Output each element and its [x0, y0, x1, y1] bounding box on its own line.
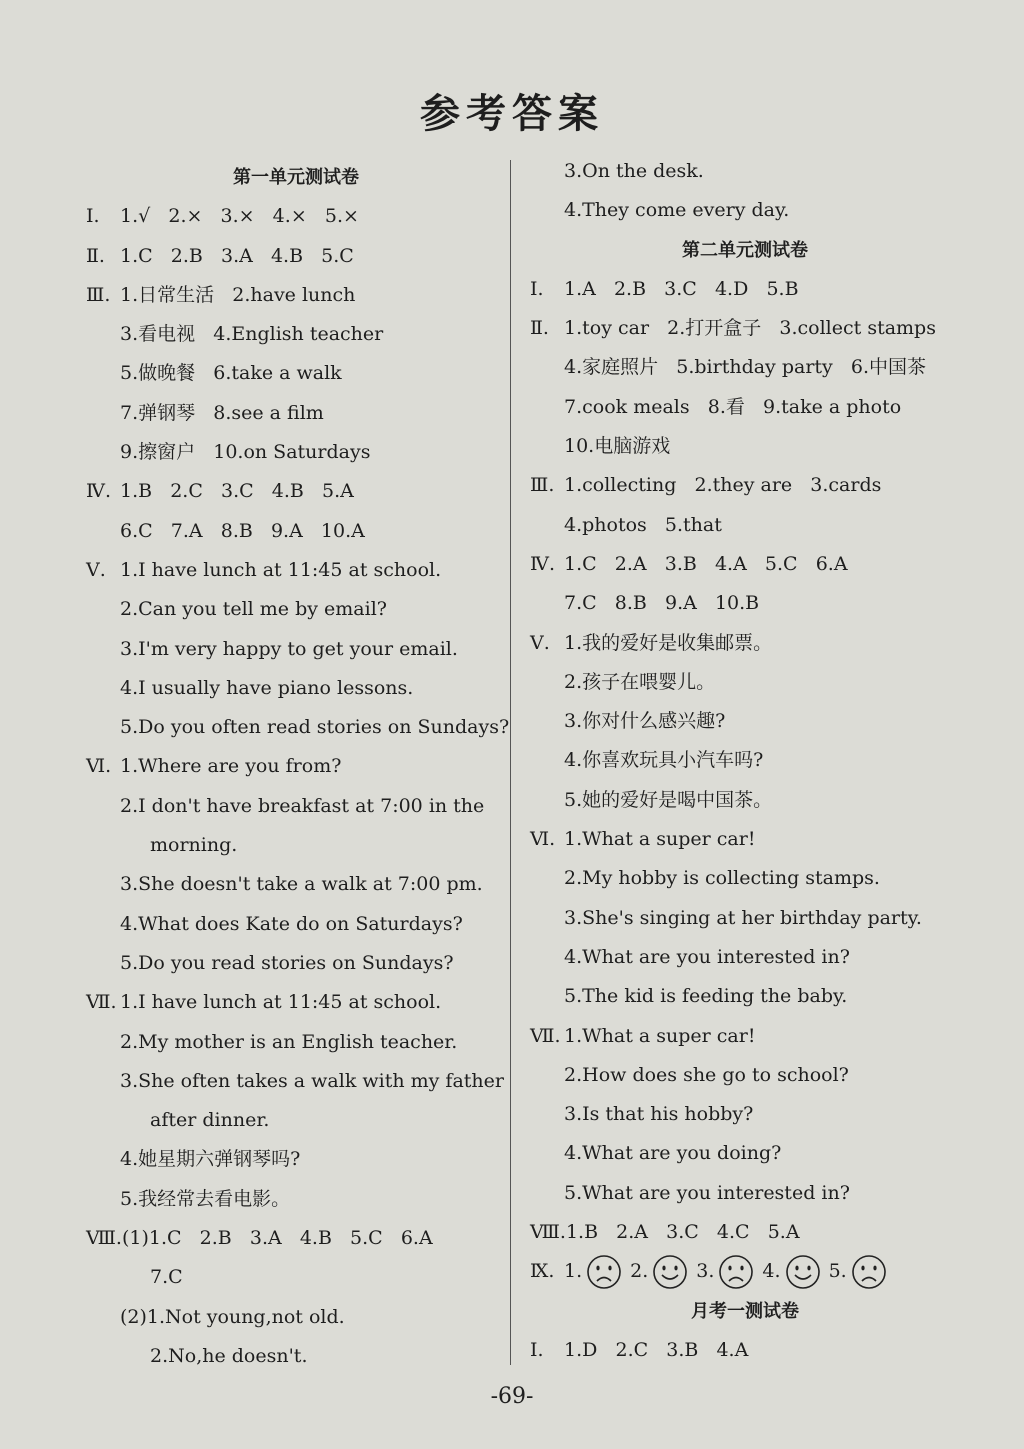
answer-line — [86, 983, 506, 1022]
section-number: Ⅲ. — [86, 283, 111, 306]
answer-text: 2.My hobby is collecting stamps. — [564, 867, 880, 890]
answer-line — [86, 197, 506, 236]
answer-line — [86, 1180, 506, 1219]
answer-text: 2.Can you tell me by email? — [120, 598, 387, 621]
answer-line — [86, 237, 506, 276]
answer-text: 5.What are you interested in? — [564, 1181, 850, 1204]
answer-line — [530, 270, 960, 309]
answer-line — [530, 820, 960, 859]
section-number: Ⅰ. — [530, 1338, 544, 1361]
answer-text: 5.她的爱好是喝中国茶。 — [564, 788, 773, 811]
answer-text: 1.collecting 2.they are 3.cards — [564, 474, 882, 497]
face-number: 1. — [564, 1260, 583, 1283]
answer-line — [530, 1095, 960, 1134]
answer-line — [86, 826, 506, 865]
section-number: Ⅷ. — [530, 1221, 566, 1244]
faces-answer-row — [530, 1252, 960, 1291]
face-number: 5. — [828, 1260, 847, 1283]
section-number: Ⅳ. — [530, 552, 556, 575]
answer-text: 3.She's singing at her birthday party. — [564, 906, 922, 929]
answer-text: (1)1.C 2.B 3.A 4.B 5.C 6.A — [121, 1227, 433, 1250]
answer-text: 1.B 2.C 3.C 4.B 5.A — [120, 480, 354, 503]
answer-text: 5.Do you often read stories on Sundays? — [120, 716, 510, 739]
section-number: Ⅷ. — [86, 1227, 122, 1250]
answer-line — [86, 1298, 506, 1337]
answer-text: 1.I have lunch at 11:45 at school. — [120, 991, 442, 1014]
answer-text: 1.What a super car! — [564, 1024, 756, 1047]
answer-text: 1.C 2.B 3.A 4.B 5.C — [120, 244, 354, 267]
answer-text: 7.cook meals 8.看 9.take a photo — [564, 395, 902, 418]
answer-line — [530, 1213, 960, 1252]
answer-text: 4.她星期六弹钢琴吗? — [120, 1148, 301, 1171]
section-number: Ⅱ. — [530, 317, 549, 340]
answer-text: after dinner. — [150, 1109, 270, 1132]
answer-line — [86, 472, 506, 511]
answer-text: 1.√ 2.× 3.× 4.× 5.× — [120, 205, 359, 228]
answer-text: 2.孩子在喂婴儿。 — [564, 670, 716, 693]
answer-text: 5.The kid is feeding the baby. — [564, 985, 848, 1008]
sad-face-icon — [586, 1254, 622, 1290]
answer-text: 4.家庭照片 5.birthday party 6.中国茶 — [564, 356, 927, 379]
answer-text: 3.Is that his hobby? — [564, 1103, 754, 1126]
answer-line — [86, 354, 506, 393]
section-number: Ⅵ. — [530, 828, 556, 851]
answer-text: 1.我的爱好是收集邮票。 — [564, 631, 773, 654]
answer-line — [86, 551, 506, 590]
section-number: Ⅴ. — [86, 558, 106, 581]
answer-text: 4.What are you doing? — [564, 1142, 782, 1165]
answer-text: 3.I'm very happy to get your email. — [120, 637, 458, 660]
answer-line — [530, 348, 960, 387]
answer-line — [530, 191, 960, 230]
answer-line — [86, 1219, 506, 1258]
answer-text: 2.I don't have breakfast at 7:00 in the — [120, 794, 485, 817]
answer-line — [86, 590, 506, 629]
face-answer — [762, 1252, 820, 1291]
answer-line — [530, 741, 960, 780]
answer-line — [530, 309, 960, 348]
face-number: 2. — [630, 1260, 649, 1283]
answer-line — [86, 315, 506, 354]
answer-text: 1.What a super car! — [564, 828, 756, 851]
answer-line — [530, 859, 960, 898]
answer-line — [86, 865, 506, 904]
answer-line — [86, 1337, 506, 1376]
answer-text: 3.She doesn't take a walk at 7:00 pm. — [120, 873, 483, 896]
answer-text: 5.我经常去看电影。 — [120, 1187, 291, 1210]
section-heading: 月考一测试卷 — [691, 1300, 799, 1322]
answer-text: 1.I have lunch at 11:45 at school. — [120, 558, 442, 581]
answer-line — [86, 669, 506, 708]
answer-text: (2)1.Not young,not old. — [120, 1305, 345, 1328]
answer-line — [86, 787, 506, 826]
answer-line — [86, 433, 506, 472]
section-number: Ⅱ. — [86, 244, 105, 267]
right-column — [530, 152, 960, 1370]
sad-face-icon — [851, 1254, 887, 1290]
answer-text: 3.你对什么感兴趣? — [564, 710, 726, 733]
answer-text: 2.How does she go to school? — [564, 1063, 849, 1086]
section-number: Ⅴ. — [530, 631, 550, 654]
answer-text: 4.I usually have piano lessons. — [120, 676, 414, 699]
answer-line — [86, 905, 506, 944]
answer-line — [530, 1174, 960, 1213]
section-number: Ⅳ. — [86, 480, 112, 503]
face-number: 3. — [696, 1260, 715, 1283]
face-number: 4. — [762, 1260, 781, 1283]
answer-text: 4.你喜欢玩具小汽车吗? — [564, 749, 764, 772]
answer-line — [86, 1062, 506, 1101]
left-column — [86, 158, 510, 1376]
answer-line — [530, 1331, 960, 1370]
answer-text: 4.They come every day. — [564, 199, 790, 222]
section-number: Ⅰ. — [530, 277, 544, 300]
section-number: Ⅶ. — [86, 991, 117, 1014]
answer-text: 10.电脑游戏 — [564, 435, 671, 458]
answer-line — [530, 663, 960, 702]
answer-text: 7.C 8.B 9.A 10.B — [564, 592, 760, 615]
answer-text: 1.B 2.A 3.C 4.C 5.A — [565, 1221, 800, 1244]
answer-text: 3.She often takes a walk with my father — [120, 1069, 504, 1092]
answer-text: 3.看电视 4.English teacher — [120, 323, 384, 346]
answer-text: 1.A 2.B 3.C 4.D 5.B — [564, 277, 799, 300]
answer-text: 7.弹钢琴 8.see a film — [120, 401, 324, 424]
answer-text: 1.toy car 2.打开盒子 3.collect stamps — [564, 317, 936, 340]
answer-line — [530, 1056, 960, 1095]
happy-face-icon — [785, 1254, 821, 1290]
answer-line — [86, 747, 506, 786]
answer-line — [530, 1017, 960, 1056]
answer-text: 4.What are you interested in? — [564, 945, 850, 968]
face-answer — [829, 1252, 887, 1291]
answer-line — [530, 1134, 960, 1173]
answer-text: 7.C — [150, 1266, 183, 1289]
answer-text: 1.C 2.A 3.B 4.A 5.C 6.A — [564, 552, 848, 575]
answer-line — [86, 630, 506, 669]
answer-line — [86, 276, 506, 315]
answer-line — [530, 702, 960, 741]
answer-list — [530, 270, 960, 1252]
answer-line — [86, 944, 506, 983]
face-answer — [696, 1252, 754, 1291]
answer-line — [86, 708, 510, 747]
answer-text: 6.C 7.A 8.B 9.A 10.A — [120, 519, 365, 542]
face-answer — [564, 1252, 622, 1291]
section-number: Ⅵ. — [86, 755, 112, 778]
section-heading: 第二单元测试卷 — [682, 239, 808, 261]
answer-line — [530, 427, 960, 466]
answer-text: 4.What does Kate do on Saturdays? — [120, 912, 463, 935]
answer-text: 5.做晚餐 6.take a walk — [120, 362, 342, 385]
answer-text: 1.日常生活 2.have lunch — [120, 283, 356, 306]
answer-text: 2.No,he doesn't. — [150, 1344, 308, 1367]
sad-face-icon — [718, 1254, 754, 1290]
answer-line — [530, 899, 960, 938]
answer-line — [530, 624, 960, 663]
answer-line — [86, 1140, 506, 1179]
answer-line — [86, 394, 506, 433]
answer-line — [530, 506, 960, 545]
answer-line — [86, 1023, 506, 1062]
answer-text: 1.D 2.C 3.B 4.A — [564, 1338, 749, 1361]
answer-text: morning. — [150, 834, 238, 857]
answer-line — [530, 781, 960, 820]
page-title: 参考答案 — [420, 90, 604, 137]
answer-list — [530, 1331, 960, 1370]
answer-list — [86, 197, 510, 1376]
answer-text: 1.Where are you from? — [120, 755, 342, 778]
answer-text: 5.Do you read stories on Sundays? — [120, 951, 454, 974]
answer-line — [86, 512, 506, 551]
answer-line — [86, 1101, 506, 1140]
answer-line — [530, 152, 960, 191]
happy-face-icon — [652, 1254, 688, 1290]
answer-list — [530, 152, 960, 231]
answer-line — [530, 584, 960, 623]
answer-line — [530, 977, 960, 1016]
answer-line — [86, 1258, 506, 1297]
answer-text: 9.擦窗户 10.on Saturdays — [120, 441, 371, 464]
answer-line — [530, 466, 960, 505]
answer-text: 2.My mother is an English teacher. — [120, 1030, 458, 1053]
answer-line — [530, 545, 960, 584]
section-number: Ⅲ. — [530, 474, 555, 497]
section-number: Ⅶ. — [530, 1024, 561, 1047]
face-answer — [630, 1252, 688, 1291]
page-number: -69- — [490, 1384, 534, 1409]
answer-text: 3.On the desk. — [564, 160, 704, 182]
answer-text: 4.photos 5.that — [564, 513, 722, 536]
section-number: Ⅸ. — [530, 1260, 555, 1283]
column-divider — [510, 160, 511, 1365]
section-number: Ⅰ. — [86, 205, 100, 228]
section-heading: 第一单元测试卷 — [233, 167, 359, 188]
answer-line — [530, 388, 960, 427]
answer-line — [530, 938, 960, 977]
